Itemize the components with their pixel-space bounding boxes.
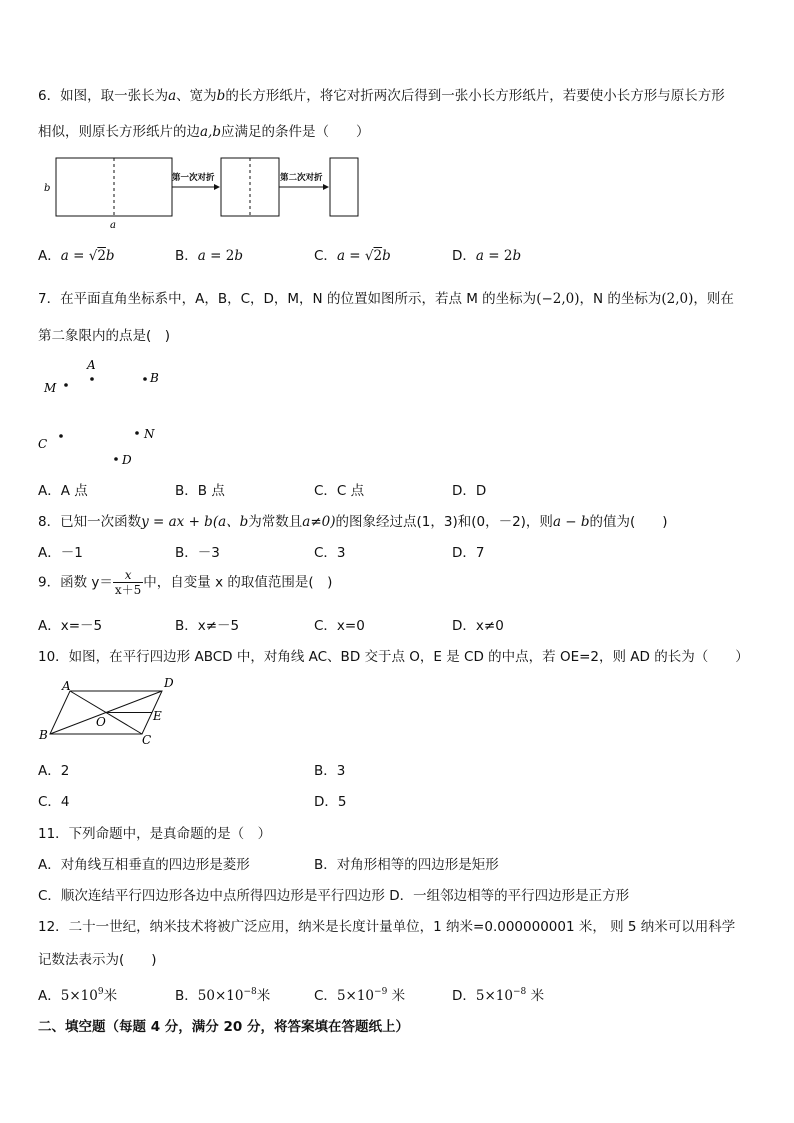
point-label-o: O	[96, 715, 106, 729]
q9-stem: 9．函数 y＝ $\frac{x}{x+5}$ 中，自变量 x 的取值范围是( )	[38, 568, 333, 597]
q7-option-c: C．C 点	[314, 483, 365, 499]
vertex-label-b: B	[39, 728, 48, 742]
point-label-c: C	[38, 437, 48, 451]
q8-option-b: B．－3	[175, 545, 220, 561]
q11-option-b: B．对角形相等的四边形是矩形	[314, 857, 499, 873]
q8-option-c: C．3	[314, 545, 346, 561]
q6-stem-line2: 相似，则原长方形纸片的边a,b应满足的条件是（ ）	[38, 124, 370, 140]
q8-option-d: D．7	[452, 545, 485, 561]
point-d	[114, 457, 118, 461]
q7-option-d: D．D	[452, 483, 487, 499]
point-label-b: B	[150, 371, 159, 385]
q7-stem-line1: 7．在平面直角坐标系中，A，B，C，D，M，N 的位置如图所示，若点 M 的坐标为(−2,0)，N 的坐标为(2,0)，则在	[38, 291, 734, 307]
q11-stem: 11．下列命题中，是真命题的是（ ）	[38, 826, 272, 842]
point-label-n: N	[144, 427, 155, 441]
q10-option-d: D．5	[314, 794, 347, 810]
q9-option-d: D．x≠0	[452, 618, 504, 634]
q7-points-figure	[36, 354, 176, 470]
q11-option-a: A．对角线互相垂直的四边形是菱形	[38, 857, 250, 873]
q6-option-c: C．a = √2b	[314, 248, 391, 264]
q12-stem-line1: 12．二十一世纪，纳米技术将被广泛应用，纳米是长度计量单位，1 纳米=0.000000001 米， 则 5 纳米可以用科学	[38, 919, 736, 935]
q12-stem-line2: 记数法表示为( )	[38, 952, 157, 968]
q7-stem-line2: 第二象限内的点是( )	[38, 328, 171, 344]
vertex-label-a: A	[62, 679, 71, 693]
arrow-label-1: 第一次对折	[172, 173, 215, 183]
q12-option-d: D．$5\times 10^{-8}$ 米	[452, 987, 545, 1004]
point-label-a: A	[87, 358, 96, 372]
q8-option-a: A．－1	[38, 545, 83, 561]
q9-option-b: B．x≠－5	[175, 618, 240, 634]
section-2-heading: 二、填空题（每题 4 分，满分 20 分，将答案填在答题纸上）	[38, 1019, 409, 1035]
point-label-d: D	[122, 453, 132, 467]
vertex-label-d: D	[164, 676, 174, 690]
q6-folding-figure	[38, 150, 368, 234]
q12-option-c: C．$5\times 10^{-9}$ 米	[314, 987, 406, 1004]
point-a	[90, 377, 94, 381]
q9-fraction: $\frac{x}{x+5}$	[114, 568, 142, 597]
arrow-label-2: 第二次对折	[280, 173, 323, 183]
q10-option-c: C．4	[38, 794, 70, 810]
q11-option-cd: C．顺次连结平行四边形各边中点所得四边形是平行四边形 D．一组邻边相等的平行四边形是正方形	[38, 888, 630, 904]
arrow-head-2	[323, 184, 329, 190]
q12-option-b: B．$50\times 10^{-8}$米	[175, 987, 271, 1004]
q10-option-b: B．3	[314, 763, 346, 779]
quarter-rectangle	[330, 158, 358, 216]
point-m	[64, 383, 68, 387]
q10-stem: 10．如图，在平行四边形 ABCD 中，对角线 AC、BD 交于点 O，E 是 CD 的中点，若 OE=2，则 AD 的长为（ ）	[38, 649, 749, 665]
point-label-m: M	[44, 381, 57, 395]
q9-option-a: A．x=－5	[38, 618, 103, 634]
q10-parallelogram-figure	[36, 674, 186, 748]
arrow-head-1	[214, 184, 220, 190]
q12-option-a: A．$5\times 10^9$米	[38, 987, 118, 1004]
q6-option-a: A．a = √2b	[38, 248, 115, 264]
q6-option-b: B．a = 2b	[175, 248, 243, 264]
q8-stem: 8．已知一次函数y = ax + b(a、b为常数且a≠0)的图象经过点(1，3)和(0，－2)，则a − b的值为( )	[38, 514, 668, 530]
q7-option-a: A．A 点	[38, 483, 88, 499]
q6-stem-line1: 6．如图，取一张长为a、宽为b的长方形纸片，将它对折两次后得到一张小长方形纸片，若要使小长方形与原长方形	[38, 88, 725, 104]
point-b	[143, 377, 147, 381]
label-b: b	[44, 183, 51, 194]
q10-option-a: A．2	[38, 763, 70, 779]
label-a: a	[110, 220, 116, 231]
q9-option-c: C．x=0	[314, 618, 365, 634]
point-n	[135, 431, 139, 435]
point-label-e: E	[153, 709, 162, 723]
point-c	[59, 434, 63, 438]
q7-option-b: B．B 点	[175, 483, 225, 499]
vertex-label-c: C	[142, 733, 152, 747]
q6-option-d: D．a = 2b	[452, 248, 522, 264]
